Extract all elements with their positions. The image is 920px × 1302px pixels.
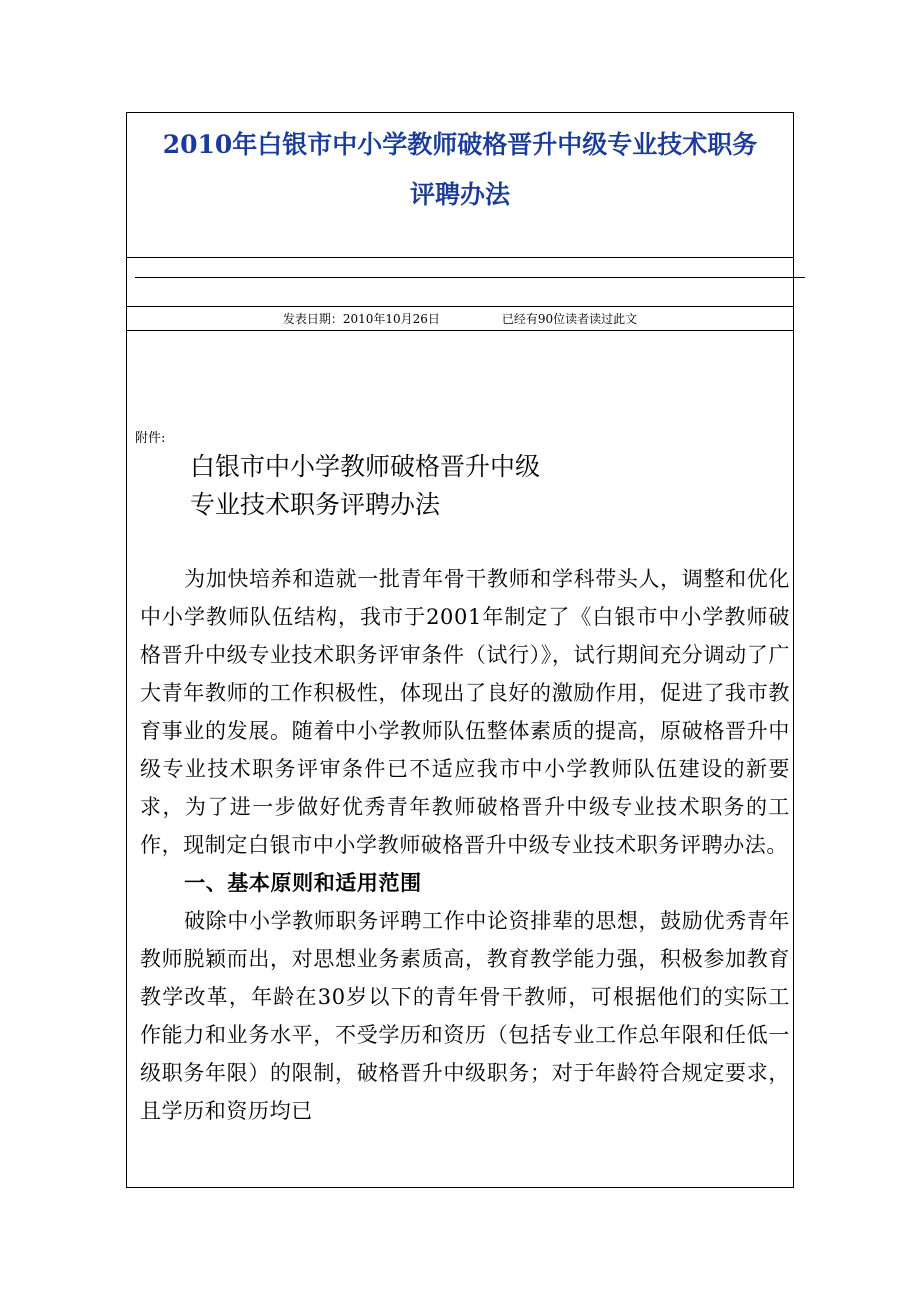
subtitle-line-2: 专业技术职务评聘办法 bbox=[190, 490, 441, 519]
subtitle-line-1: 白银市中小学教师破格晋升中级 bbox=[190, 452, 541, 481]
paragraph-principles: 破除中小学教师职务评聘工作中论资排辈的思想，鼓励优秀青年教师脱颖而出，对思想业务素质高，教育教学能力强，积极参加教育教学改革，年龄在30岁以下的青年骨干教师，可根据他们的实际工作能力和业务水平，不受学历和资历（包括专业工作总年限和任低一级职务年限）的限制，破格晋升中级职务；对于年龄符合规定要求，且学历和资历均已 bbox=[140, 909, 790, 1123]
document-body bbox=[140, 560, 790, 1130]
horizontal-rule bbox=[135, 277, 805, 278]
read-count: 已经有90位读者读过此文 bbox=[501, 312, 638, 326]
page-title bbox=[127, 120, 793, 220]
document-subtitle bbox=[190, 448, 540, 524]
article-meta bbox=[127, 307, 793, 331]
paragraph-intro: 为加快培养和造就一批青年骨干教师和学科带头人，调整和优化中小学教师队伍结构，我市于2001年制定了《白银市中小学教师破格晋升中级专业技术职务评审条件（试行）》，试行期间充分调动了广大青年教师的工作积极性，体现出了良好的激励作用，促进了我市教育事业的发展。随着中小学教师队伍整体素质的提高，原破格晋升中级专业技术职务评审条件已不适应我市中小学教师队伍建设的新要求，为了进一步做好优秀青年教师破格晋升中级专业技术职务的工作，现制定白银市中小学教师破格晋升中级专业技术职务评聘办法。 bbox=[140, 567, 790, 857]
divider-cell bbox=[127, 258, 793, 307]
attachment-label: 附件: bbox=[135, 431, 166, 446]
title-cell bbox=[127, 113, 793, 258]
title-line-1: 2010年白银市中小学教师破格晋升中级专业技术职务 bbox=[162, 130, 758, 159]
publish-date: 发表日期：2010年10月26日 bbox=[282, 312, 440, 326]
section-heading-1: 一、基本原则和适用范围 bbox=[184, 870, 422, 895]
title-line-2: 评聘办法 bbox=[409, 180, 510, 209]
document-frame bbox=[126, 112, 794, 1188]
